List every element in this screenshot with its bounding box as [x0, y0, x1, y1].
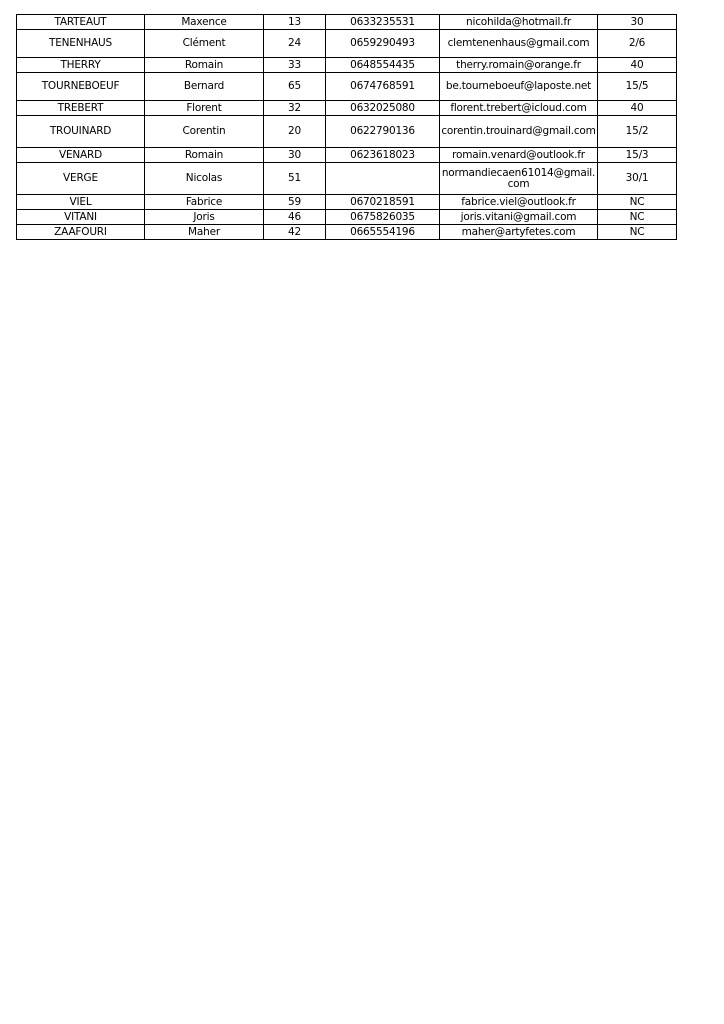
cell-prenom: Bernard [145, 73, 264, 101]
cell-age: 65 [264, 73, 326, 101]
cell-email: be.tourneboeuf@laposte.net [440, 73, 598, 101]
cell-prenom: Fabrice [145, 195, 264, 210]
cell-telephone: 0670218591 [326, 195, 440, 210]
cell-email: corentin.trouinard@gmail.com [440, 116, 598, 148]
cell-nom: ZAAFOURI [17, 225, 145, 240]
cell-telephone [326, 163, 440, 195]
cell-nom: TREBERT [17, 101, 145, 116]
cell-classement: NC [598, 210, 677, 225]
cell-age: 33 [264, 58, 326, 73]
table-row [17, 30, 677, 58]
cell-telephone: 0632025080 [326, 101, 440, 116]
cell-telephone: 0633235531 [326, 15, 440, 30]
cell-nom: THERRY [17, 58, 145, 73]
cell-nom: VIEL [17, 195, 145, 210]
cell-prenom: Maxence [145, 15, 264, 30]
cell-age: 51 [264, 163, 326, 195]
cell-email: normandiecaen61014@gmail.com [440, 163, 598, 195]
cell-classement: 2/6 [598, 30, 677, 58]
cell-telephone: 0665554196 [326, 225, 440, 240]
cell-nom: TENENHAUS [17, 30, 145, 58]
cell-email: florent.trebert@icloud.com [440, 101, 598, 116]
cell-email: clemtenenhaus@gmail.com [440, 30, 598, 58]
table-row [17, 163, 677, 195]
table-row [17, 58, 677, 73]
table-row [17, 73, 677, 101]
cell-age: 46 [264, 210, 326, 225]
table-row [17, 148, 677, 163]
cell-age: 20 [264, 116, 326, 148]
cell-prenom: Florent [145, 101, 264, 116]
cell-prenom: Corentin [145, 116, 264, 148]
cell-prenom: Romain [145, 148, 264, 163]
cell-age: 24 [264, 30, 326, 58]
cell-nom: VITANI [17, 210, 145, 225]
cell-prenom: Joris [145, 210, 264, 225]
table-row [17, 101, 677, 116]
cell-prenom: Romain [145, 58, 264, 73]
cell-classement: 15/5 [598, 73, 677, 101]
cell-telephone: 0622790136 [326, 116, 440, 148]
cell-age: 42 [264, 225, 326, 240]
cell-nom: VENARD [17, 148, 145, 163]
cell-telephone: 0659290493 [326, 30, 440, 58]
cell-prenom: Maher [145, 225, 264, 240]
cell-telephone: 0648554435 [326, 58, 440, 73]
table-row [17, 225, 677, 240]
cell-prenom: Nicolas [145, 163, 264, 195]
cell-email: nicohilda@hotmail.fr [440, 15, 598, 30]
table-row [17, 210, 677, 225]
table-row [17, 15, 677, 30]
table-row [17, 195, 677, 210]
cell-email: therry.romain@orange.fr [440, 58, 598, 73]
cell-nom: TOURNEBOEUF [17, 73, 145, 101]
cell-age: 30 [264, 148, 326, 163]
cell-classement: NC [598, 225, 677, 240]
cell-prenom: Clément [145, 30, 264, 58]
cell-nom: TROUINARD [17, 116, 145, 148]
cell-classement: 30 [598, 15, 677, 30]
cell-email: fabrice.viel@outlook.fr [440, 195, 598, 210]
cell-telephone: 0675826035 [326, 210, 440, 225]
cell-nom: TARTEAUT [17, 15, 145, 30]
cell-nom: VERGE [17, 163, 145, 195]
cell-classement: 30/1 [598, 163, 677, 195]
cell-age: 13 [264, 15, 326, 30]
cell-classement: NC [598, 195, 677, 210]
cell-email: maher@artyfetes.com [440, 225, 598, 240]
table-row [17, 116, 677, 148]
cell-classement: 15/3 [598, 148, 677, 163]
cell-age: 59 [264, 195, 326, 210]
cell-classement: 15/2 [598, 116, 677, 148]
cell-classement: 40 [598, 101, 677, 116]
members-table [16, 14, 677, 240]
cell-email: romain.venard@outlook.fr [440, 148, 598, 163]
cell-telephone: 0674768591 [326, 73, 440, 101]
cell-classement: 40 [598, 58, 677, 73]
cell-age: 32 [264, 101, 326, 116]
cell-email: joris.vitani@gmail.com [440, 210, 598, 225]
cell-telephone: 0623618023 [326, 148, 440, 163]
